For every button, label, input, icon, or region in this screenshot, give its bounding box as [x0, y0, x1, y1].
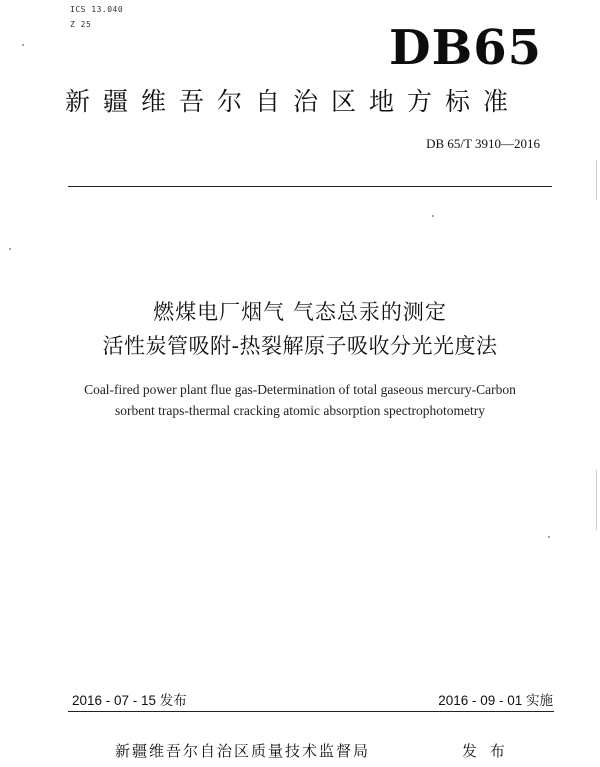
implementation-date: 2016 - 09 - 01 实施	[438, 693, 553, 708]
scan-edge-line	[596, 470, 597, 530]
scan-edge-line	[596, 160, 597, 200]
bottom-divider	[68, 711, 554, 712]
standard-logo: DB65	[389, 20, 542, 76]
classification-code: Z 25	[70, 20, 92, 29]
title-english-line-2: sorbent traps-thermal cracking atomic absorption spectrophotometry	[114, 403, 485, 418]
ics-code: ICS 13.040	[70, 5, 124, 14]
title-english-line-1: Coal-fired power plant flue gas-Determination of total gaseous mercury-Carbon	[84, 382, 516, 397]
standard-type-heading: 新疆维吾尔自治区地方标准	[65, 87, 522, 116]
scan-speck	[22, 44, 24, 46]
scan-speck	[9, 248, 11, 250]
top-divider	[68, 186, 552, 187]
scan-speck	[432, 215, 434, 217]
title-chinese-line-2: 活性炭管吸附-热裂解原子吸收分光光度法	[102, 334, 498, 358]
publish-label: 发 布	[462, 742, 509, 760]
standard-number: DB 65/T 3910—2016	[426, 136, 540, 151]
publisher: 新疆维吾尔自治区质量技术监督局	[115, 742, 371, 760]
title-chinese-line-1: 燃煤电厂烟气 气态总汞的测定	[153, 300, 447, 324]
scan-speck	[548, 536, 550, 538]
issue-date: 2016 - 07 - 15 发布	[72, 693, 187, 708]
